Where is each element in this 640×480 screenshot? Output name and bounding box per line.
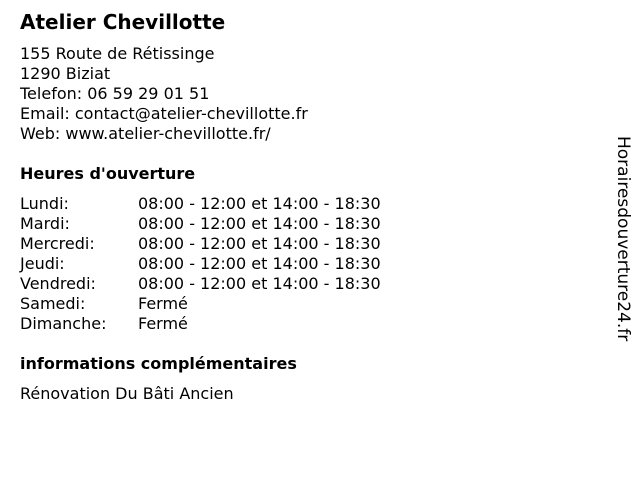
day-label: Lundi: [20,194,69,213]
website: Web: www.atelier-chevillotte.fr/ [20,124,271,143]
day-hours: Fermé [138,294,188,313]
day-hours: 08:00 - 12:00 et 14:00 - 18:30 [138,234,381,253]
additional-info-text: Rénovation Du Bâti Ancien [20,384,234,403]
day-hours: Fermé [138,314,188,333]
hours-row-monday [20,194,440,214]
email-address: Email: contact@atelier-chevillotte.fr [20,104,308,123]
day-hours: 08:00 - 12:00 et 14:00 - 18:30 [138,274,381,293]
hours-row-wednesday [20,234,440,254]
hours-row-friday [20,274,440,294]
additional-info-heading: informations complémentaires [20,354,297,373]
day-label: Dimanche: [20,314,107,333]
day-label: Vendredi: [20,274,96,293]
hours-row-saturday [20,294,440,314]
phone-number: Telefon: 06 59 29 01 51 [20,84,210,103]
hours-row-sunday [20,314,440,334]
contact-block [20,44,308,144]
hours-row-thursday [20,254,440,274]
watermark-text: Horairesdouverture24.fr [613,136,633,342]
opening-hours-heading: Heures d'ouverture [20,164,196,183]
day-label: Samedi: [20,294,86,313]
day-label: Mardi: [20,214,70,233]
address-city: 1290 Biziat [20,64,111,83]
opening-hours-table [20,194,440,334]
day-hours: 08:00 - 12:00 et 14:00 - 18:30 [138,254,381,273]
site-watermark [612,136,636,344]
day-label: Mercredi: [20,234,95,253]
day-hours: 08:00 - 12:00 et 14:00 - 18:30 [138,214,381,233]
day-hours: 08:00 - 12:00 et 14:00 - 18:30 [138,194,381,213]
day-label: Jeudi: [20,254,65,273]
hours-row-tuesday [20,214,440,234]
business-name: Atelier Chevillotte [20,10,226,34]
address-street: 155 Route de Rétissinge [20,44,215,63]
